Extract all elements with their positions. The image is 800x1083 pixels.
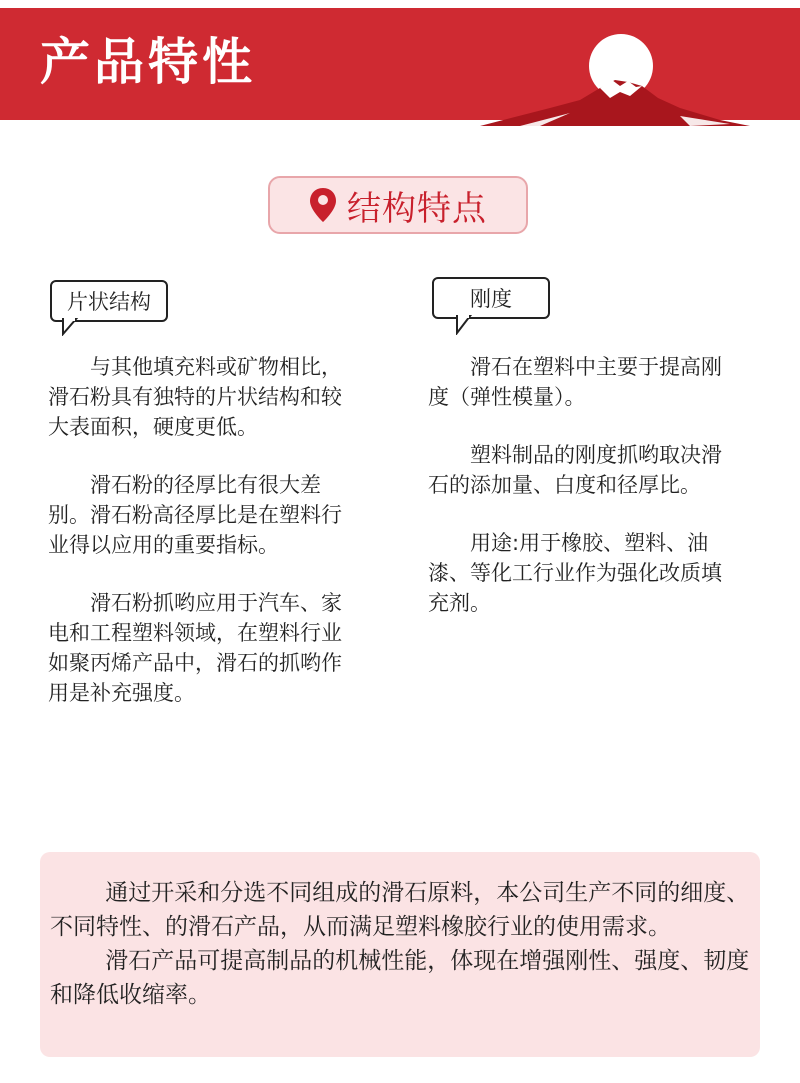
- section-label: 结构特点: [347, 188, 487, 229]
- bubble-tail: [456, 315, 476, 335]
- bubble-box: [50, 280, 168, 322]
- summary-paragraph: 通过开采和分选不同组成的滑石原料，本公司生产不同的细度、不同特性、的滑石产品，从而满足塑料橡胶行业的使用需求。: [50, 880, 750, 940]
- left-tag-label: 片状结构: [67, 290, 151, 314]
- bubble-box: [432, 277, 550, 319]
- right-paragraph: 塑料制品的刚度抓哟取决滑石的添加量、白度和径厚比。: [428, 443, 722, 497]
- mountain-sun-icon: [480, 8, 800, 128]
- bubble-tail: [62, 318, 82, 336]
- right-tag-label: 刚度: [470, 287, 512, 311]
- summary-box: [40, 852, 760, 1057]
- left-paragraph: 与其他填充料或矿物相比，滑石粉具有独特的片状结构和较大表面积，硬度更低。: [48, 355, 342, 439]
- right-paragraph: 用途:用于橡胶、塑料、油漆、等化工行业作为强化改质填充剂。: [428, 531, 722, 615]
- right-paragraph: 滑石在塑料中主要于提高刚度（弹性模量）。: [428, 355, 722, 409]
- left-tag-bubble: [50, 280, 170, 336]
- summary-paragraph: 滑石产品可提高制品的机械性能，体现在增强刚性、强度、韧度和降低收缩率。: [50, 948, 750, 1008]
- left-paragraph: 滑石粉抓哟应用于汽车、家电和工程塑料领域，在塑料行业如聚丙烯产品中，滑石的抓哟作用是补充强度。: [48, 591, 342, 705]
- header-banner: [0, 8, 800, 120]
- left-paragraph: 滑石粉的径厚比有很大差别。滑石粉高径厚比是在塑料行业得以应用的重要指标。: [48, 473, 342, 557]
- left-column-text: [48, 352, 344, 736]
- page-title: 产品特性: [40, 33, 256, 91]
- right-column-text: [428, 352, 724, 646]
- right-tag-bubble: [432, 277, 552, 337]
- section-heading: [268, 176, 528, 234]
- location-pin-icon: [309, 187, 337, 223]
